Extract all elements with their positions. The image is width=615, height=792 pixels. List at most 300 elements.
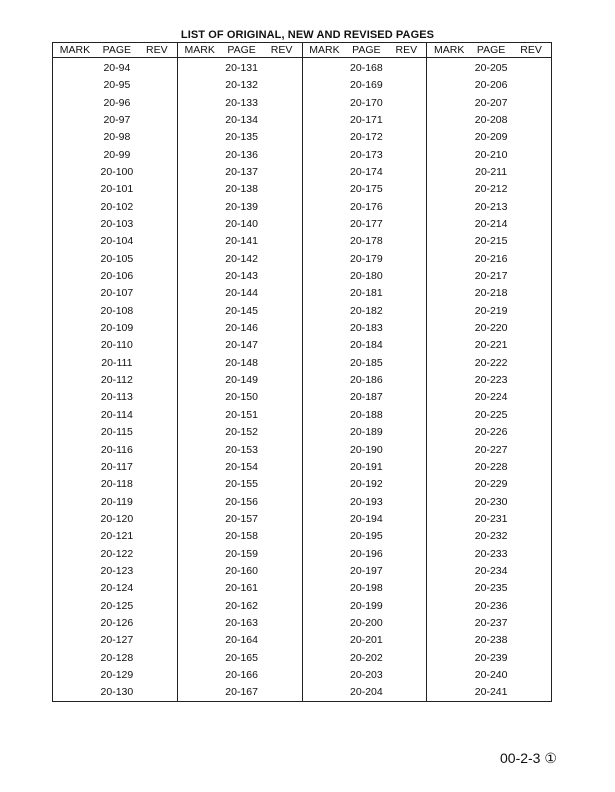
table-row bbox=[303, 580, 427, 597]
table-row bbox=[427, 493, 551, 510]
page-cell: 20-186 bbox=[350, 374, 383, 387]
table-row bbox=[178, 267, 302, 284]
table-row bbox=[427, 406, 551, 423]
table-row bbox=[427, 59, 551, 76]
page-cell: 20-121 bbox=[100, 530, 134, 543]
table-row bbox=[178, 181, 302, 198]
page-cell: 20-237 bbox=[474, 616, 508, 629]
page-cell: 20-215 bbox=[474, 235, 508, 248]
page-cell: 20-226 bbox=[474, 426, 508, 439]
page-cell: 20-157 bbox=[225, 512, 258, 525]
page-cell: 20-177 bbox=[350, 218, 383, 231]
page-cell: 20-148 bbox=[225, 356, 258, 369]
page-cell: 20-128 bbox=[100, 651, 134, 664]
table-row bbox=[53, 198, 177, 215]
page-cell: 20-113 bbox=[100, 391, 133, 404]
page-cell: 20-163 bbox=[225, 616, 258, 629]
table-row bbox=[53, 493, 177, 510]
table-row bbox=[303, 493, 427, 510]
table-row bbox=[427, 562, 551, 579]
page-cell: 20-235 bbox=[474, 582, 508, 595]
table-row bbox=[303, 389, 427, 406]
page-cell: 20-181 bbox=[350, 287, 383, 300]
page-cell: 20-239 bbox=[474, 651, 508, 664]
page-cell: 20-189 bbox=[350, 426, 383, 439]
table-row bbox=[53, 562, 177, 579]
page-cell: 20-123 bbox=[100, 564, 134, 577]
table-row bbox=[427, 267, 551, 284]
table-row bbox=[178, 666, 302, 683]
table-row bbox=[53, 510, 177, 527]
table-row bbox=[427, 476, 551, 493]
table-row bbox=[178, 146, 302, 163]
page-cell: 20-135 bbox=[225, 131, 258, 144]
column-group bbox=[303, 43, 428, 701]
table-row bbox=[303, 215, 427, 232]
table-row bbox=[178, 545, 302, 562]
table-row bbox=[53, 632, 177, 649]
page-cell: 20-143 bbox=[225, 270, 258, 283]
page-cell: 20-104 bbox=[100, 235, 134, 248]
page-cell: 20-204 bbox=[350, 686, 383, 699]
page-cell: 20-185 bbox=[350, 356, 383, 369]
page-cell: 20-194 bbox=[350, 512, 383, 525]
table-row bbox=[427, 146, 551, 163]
table-row bbox=[427, 319, 551, 336]
table-row bbox=[178, 163, 302, 180]
page-cell: 20-109 bbox=[100, 322, 134, 335]
page-cell: 20-136 bbox=[225, 148, 258, 161]
page-cell: 20-115 bbox=[100, 426, 133, 439]
header-mark: MARK bbox=[59, 44, 91, 57]
page-cell: 20-152 bbox=[225, 426, 258, 439]
column-group bbox=[427, 43, 551, 701]
page-cell: 20-209 bbox=[474, 131, 508, 144]
table-row bbox=[53, 129, 177, 146]
page-cell: 20-196 bbox=[350, 547, 383, 560]
table-row bbox=[427, 337, 551, 354]
page-cell: 20-98 bbox=[103, 131, 131, 144]
table-row bbox=[427, 580, 551, 597]
table-row bbox=[178, 424, 302, 441]
page-cell: 20-107 bbox=[100, 287, 134, 300]
table-row bbox=[427, 684, 551, 701]
page-cell: 20-197 bbox=[350, 564, 383, 577]
table-row bbox=[53, 441, 177, 458]
table-row bbox=[427, 389, 551, 406]
table-row bbox=[303, 458, 427, 475]
page-cell: 20-141 bbox=[225, 235, 258, 248]
table-row bbox=[53, 424, 177, 441]
table-row bbox=[303, 146, 427, 163]
table-row bbox=[303, 250, 427, 267]
page-cell: 20-232 bbox=[474, 530, 508, 543]
page-cell: 20-218 bbox=[474, 287, 508, 300]
table-row bbox=[303, 337, 427, 354]
table-row bbox=[53, 111, 177, 128]
page-cell: 20-198 bbox=[350, 582, 383, 595]
page-cell: 20-125 bbox=[100, 599, 134, 612]
table-row bbox=[303, 111, 427, 128]
page-cell: 20-187 bbox=[350, 391, 383, 404]
table-row bbox=[303, 510, 427, 527]
page-cell: 20-203 bbox=[350, 668, 383, 681]
page-cell: 20-175 bbox=[350, 183, 383, 196]
table-row bbox=[178, 406, 302, 423]
table-row bbox=[303, 354, 427, 371]
table-row bbox=[427, 285, 551, 302]
table-row bbox=[53, 146, 177, 163]
table-row bbox=[178, 580, 302, 597]
table-row bbox=[53, 285, 177, 302]
table-row bbox=[303, 77, 427, 94]
table-row bbox=[53, 545, 177, 562]
page-cell: 20-182 bbox=[350, 304, 383, 317]
page-cell: 20-183 bbox=[350, 322, 383, 335]
page-number: 00-2-3 ① bbox=[500, 750, 557, 766]
page-cell: 20-231 bbox=[474, 512, 508, 525]
table-row bbox=[427, 94, 551, 111]
header-rev: REV bbox=[395, 44, 418, 57]
page-cell: 20-233 bbox=[474, 547, 508, 560]
page-cell: 20-216 bbox=[474, 252, 508, 265]
page-cell: 20-210 bbox=[474, 148, 508, 161]
page-cell: 20-217 bbox=[474, 270, 508, 283]
page-cell: 20-160 bbox=[225, 564, 258, 577]
table-row bbox=[53, 215, 177, 232]
page-cell: 20-117 bbox=[100, 460, 133, 473]
page-cell: 20-219 bbox=[474, 304, 508, 317]
table-row bbox=[427, 129, 551, 146]
page-cell: 20-132 bbox=[225, 79, 258, 92]
table-row bbox=[53, 528, 177, 545]
table-row bbox=[303, 285, 427, 302]
page-cell: 20-168 bbox=[350, 61, 383, 74]
page-cell: 20-105 bbox=[100, 252, 134, 265]
page-cell: 20-154 bbox=[225, 460, 258, 473]
table-row bbox=[427, 371, 551, 388]
table-row bbox=[427, 528, 551, 545]
table-row bbox=[427, 233, 551, 250]
page-cell: 20-200 bbox=[350, 616, 383, 629]
page-cell: 20-207 bbox=[474, 96, 508, 109]
table-row bbox=[178, 59, 302, 76]
table-row bbox=[427, 250, 551, 267]
page-cell: 20-100 bbox=[100, 166, 134, 179]
table-row bbox=[427, 77, 551, 94]
table-row bbox=[53, 250, 177, 267]
table-row bbox=[303, 528, 427, 545]
page-cell: 20-191 bbox=[350, 460, 383, 473]
table-row bbox=[53, 649, 177, 666]
page-cell: 20-131 bbox=[225, 61, 258, 74]
table-row bbox=[427, 666, 551, 683]
table-row bbox=[427, 198, 551, 215]
page-cell: 20-158 bbox=[225, 530, 258, 543]
page-cell: 20-173 bbox=[350, 148, 383, 161]
table-row bbox=[53, 476, 177, 493]
page-cell: 20-212 bbox=[474, 183, 508, 196]
page-cell: 20-103 bbox=[100, 218, 134, 231]
table-row bbox=[178, 371, 302, 388]
table-row bbox=[427, 632, 551, 649]
table-row bbox=[53, 337, 177, 354]
table-row bbox=[303, 476, 427, 493]
table-row bbox=[178, 441, 302, 458]
table-row bbox=[53, 267, 177, 284]
table-row bbox=[53, 406, 177, 423]
table-row bbox=[303, 302, 427, 319]
page-cell: 20-122 bbox=[100, 547, 134, 560]
page-cell: 20-161 bbox=[225, 582, 258, 595]
page-cell: 20-144 bbox=[225, 287, 258, 300]
page-cell: 20-202 bbox=[350, 651, 383, 664]
page-cell: 20-225 bbox=[474, 408, 508, 421]
page-cell: 20-201 bbox=[350, 634, 383, 647]
table-row bbox=[427, 354, 551, 371]
table-row bbox=[303, 614, 427, 631]
page-cell: 20-138 bbox=[225, 183, 258, 196]
table-row bbox=[303, 562, 427, 579]
page-cell: 20-111 bbox=[101, 356, 133, 369]
header-mark: MARK bbox=[309, 44, 340, 57]
table-row bbox=[427, 614, 551, 631]
page-cell: 20-96 bbox=[103, 96, 131, 109]
table-row bbox=[53, 77, 177, 94]
table-row bbox=[178, 285, 302, 302]
page-cell: 20-153 bbox=[225, 443, 258, 456]
page-cell: 20-228 bbox=[474, 460, 508, 473]
table-row bbox=[178, 476, 302, 493]
page-cell: 20-234 bbox=[474, 564, 508, 577]
table-row bbox=[178, 614, 302, 631]
page-cell: 20-238 bbox=[474, 634, 508, 647]
table-row bbox=[303, 198, 427, 215]
table-row bbox=[178, 510, 302, 527]
page-cell: 20-102 bbox=[100, 200, 134, 213]
page-cell: 20-192 bbox=[350, 478, 383, 491]
header-page: PAGE bbox=[352, 44, 381, 57]
page-cell: 20-164 bbox=[225, 634, 258, 647]
header-rev: REV bbox=[145, 44, 168, 57]
table-row bbox=[427, 510, 551, 527]
page-cell: 20-205 bbox=[474, 61, 508, 74]
page-cell: 20-110 bbox=[100, 339, 133, 352]
page-cell: 20-208 bbox=[474, 113, 508, 126]
page-cell: 20-94 bbox=[103, 61, 131, 74]
table-header bbox=[53, 43, 177, 58]
table-row bbox=[427, 597, 551, 614]
page-cell: 20-206 bbox=[474, 79, 508, 92]
table-header bbox=[303, 43, 427, 58]
page-cell: 20-229 bbox=[474, 478, 508, 491]
page-cell: 20-106 bbox=[100, 270, 134, 283]
table-row bbox=[53, 371, 177, 388]
table-row bbox=[53, 233, 177, 250]
table-row bbox=[178, 684, 302, 701]
header-rev: REV bbox=[270, 44, 293, 57]
table-row bbox=[53, 94, 177, 111]
table-row bbox=[178, 198, 302, 215]
page-cell: 20-114 bbox=[100, 408, 133, 421]
table-row bbox=[178, 562, 302, 579]
page-cell: 20-213 bbox=[474, 200, 508, 213]
page-cell: 20-101 bbox=[100, 183, 134, 196]
page-cell: 20-127 bbox=[100, 634, 134, 647]
page-cell: 20-240 bbox=[474, 668, 508, 681]
table-header bbox=[427, 43, 551, 58]
page-cell: 20-170 bbox=[350, 96, 383, 109]
table-row bbox=[178, 215, 302, 232]
page-cell: 20-119 bbox=[100, 495, 133, 508]
page-cell: 20-108 bbox=[100, 304, 134, 317]
table-row bbox=[53, 59, 177, 76]
table-row bbox=[53, 163, 177, 180]
table-header bbox=[178, 43, 302, 58]
page-cell: 20-159 bbox=[225, 547, 258, 560]
page-cell: 20-166 bbox=[225, 668, 258, 681]
page-cell: 20-220 bbox=[474, 322, 508, 335]
page-cell: 20-146 bbox=[225, 322, 258, 335]
header-page: PAGE bbox=[476, 44, 506, 57]
table-row bbox=[178, 337, 302, 354]
table-row bbox=[53, 458, 177, 475]
table-row bbox=[303, 233, 427, 250]
page-cell: 20-145 bbox=[225, 304, 258, 317]
table-row bbox=[178, 233, 302, 250]
header-mark: MARK bbox=[184, 44, 215, 57]
table-row bbox=[178, 302, 302, 319]
page-cell: 20-95 bbox=[103, 79, 131, 92]
page-cell: 20-133 bbox=[225, 96, 258, 109]
table-row bbox=[178, 458, 302, 475]
table-row bbox=[427, 458, 551, 475]
page-cell: 20-236 bbox=[474, 599, 508, 612]
page-title: LIST OF ORIGINAL, NEW AND REVISED PAGES bbox=[180, 29, 435, 41]
page-cell: 20-156 bbox=[225, 495, 258, 508]
table-row bbox=[303, 424, 427, 441]
pages-table bbox=[52, 42, 552, 702]
table-row bbox=[53, 354, 177, 371]
table-row bbox=[178, 354, 302, 371]
table-row bbox=[303, 441, 427, 458]
header-page: PAGE bbox=[102, 44, 132, 57]
table-row bbox=[53, 580, 177, 597]
table-row bbox=[53, 389, 177, 406]
page-cell: 20-165 bbox=[225, 651, 258, 664]
table-row bbox=[427, 649, 551, 666]
table-row bbox=[427, 441, 551, 458]
page-cell: 20-149 bbox=[225, 374, 258, 387]
page-cell: 20-190 bbox=[350, 443, 383, 456]
page-cell: 20-230 bbox=[474, 495, 508, 508]
table-row bbox=[178, 129, 302, 146]
page-cell: 20-162 bbox=[225, 599, 258, 612]
page-cell: 20-179 bbox=[350, 252, 383, 265]
table-row bbox=[178, 319, 302, 336]
table-row bbox=[53, 319, 177, 336]
page-cell: 20-150 bbox=[225, 391, 258, 404]
page-cell: 20-142 bbox=[225, 252, 258, 265]
page-cell: 20-195 bbox=[350, 530, 383, 543]
page-cell: 20-193 bbox=[350, 495, 383, 508]
table-row bbox=[303, 597, 427, 614]
table-row bbox=[303, 267, 427, 284]
page-cell: 20-222 bbox=[474, 356, 508, 369]
header-rev: REV bbox=[520, 44, 542, 57]
table-row bbox=[178, 94, 302, 111]
page-cell: 20-167 bbox=[225, 686, 258, 699]
page-cell: 20-180 bbox=[350, 270, 383, 283]
page-cell: 20-211 bbox=[475, 166, 508, 179]
page-cell: 20-126 bbox=[100, 616, 134, 629]
table-row bbox=[53, 181, 177, 198]
page-cell: 20-97 bbox=[103, 113, 131, 126]
table-row bbox=[53, 302, 177, 319]
table-row bbox=[303, 181, 427, 198]
table-row bbox=[427, 215, 551, 232]
page-cell: 20-134 bbox=[225, 113, 258, 126]
table-row bbox=[303, 666, 427, 683]
table-row bbox=[178, 389, 302, 406]
column-group bbox=[53, 43, 178, 701]
table-row bbox=[178, 111, 302, 128]
table-row bbox=[53, 614, 177, 631]
table-row bbox=[427, 424, 551, 441]
table-row bbox=[303, 59, 427, 76]
page-cell: 20-151 bbox=[225, 408, 258, 421]
page-cell: 20-241 bbox=[474, 686, 508, 699]
table-row bbox=[178, 528, 302, 545]
table-row bbox=[303, 371, 427, 388]
table-row bbox=[427, 163, 551, 180]
table-row bbox=[303, 94, 427, 111]
table-row bbox=[303, 319, 427, 336]
page-cell: 20-221 bbox=[474, 339, 508, 352]
page-cell: 20-140 bbox=[225, 218, 258, 231]
table-row bbox=[178, 632, 302, 649]
page-cell: 20-118 bbox=[100, 478, 133, 491]
page-cell: 20-147 bbox=[225, 339, 258, 352]
table-row bbox=[178, 597, 302, 614]
page-cell: 20-171 bbox=[350, 113, 383, 126]
header-mark: MARK bbox=[434, 44, 465, 57]
page-cell: 20-184 bbox=[350, 339, 383, 352]
table-row bbox=[427, 545, 551, 562]
page-cell: 20-116 bbox=[100, 443, 133, 456]
table-row bbox=[303, 129, 427, 146]
page-cell: 20-120 bbox=[100, 512, 134, 525]
page-cell: 20-227 bbox=[474, 443, 508, 456]
page-cell: 20-172 bbox=[350, 131, 383, 144]
table-row bbox=[178, 649, 302, 666]
table-row bbox=[303, 545, 427, 562]
page-cell: 20-130 bbox=[100, 686, 134, 699]
page-cell: 20-178 bbox=[350, 235, 383, 248]
header-page: PAGE bbox=[227, 44, 256, 57]
page-cell: 20-223 bbox=[474, 374, 508, 387]
page-cell: 20-139 bbox=[225, 200, 258, 213]
table-row bbox=[53, 597, 177, 614]
table-row bbox=[178, 250, 302, 267]
column-group bbox=[178, 43, 303, 701]
table-row bbox=[303, 632, 427, 649]
page-cell: 20-129 bbox=[100, 668, 134, 681]
table-row bbox=[53, 666, 177, 683]
table-row bbox=[303, 649, 427, 666]
page-cell: 20-199 bbox=[350, 599, 383, 612]
page-cell: 20-176 bbox=[350, 200, 383, 213]
